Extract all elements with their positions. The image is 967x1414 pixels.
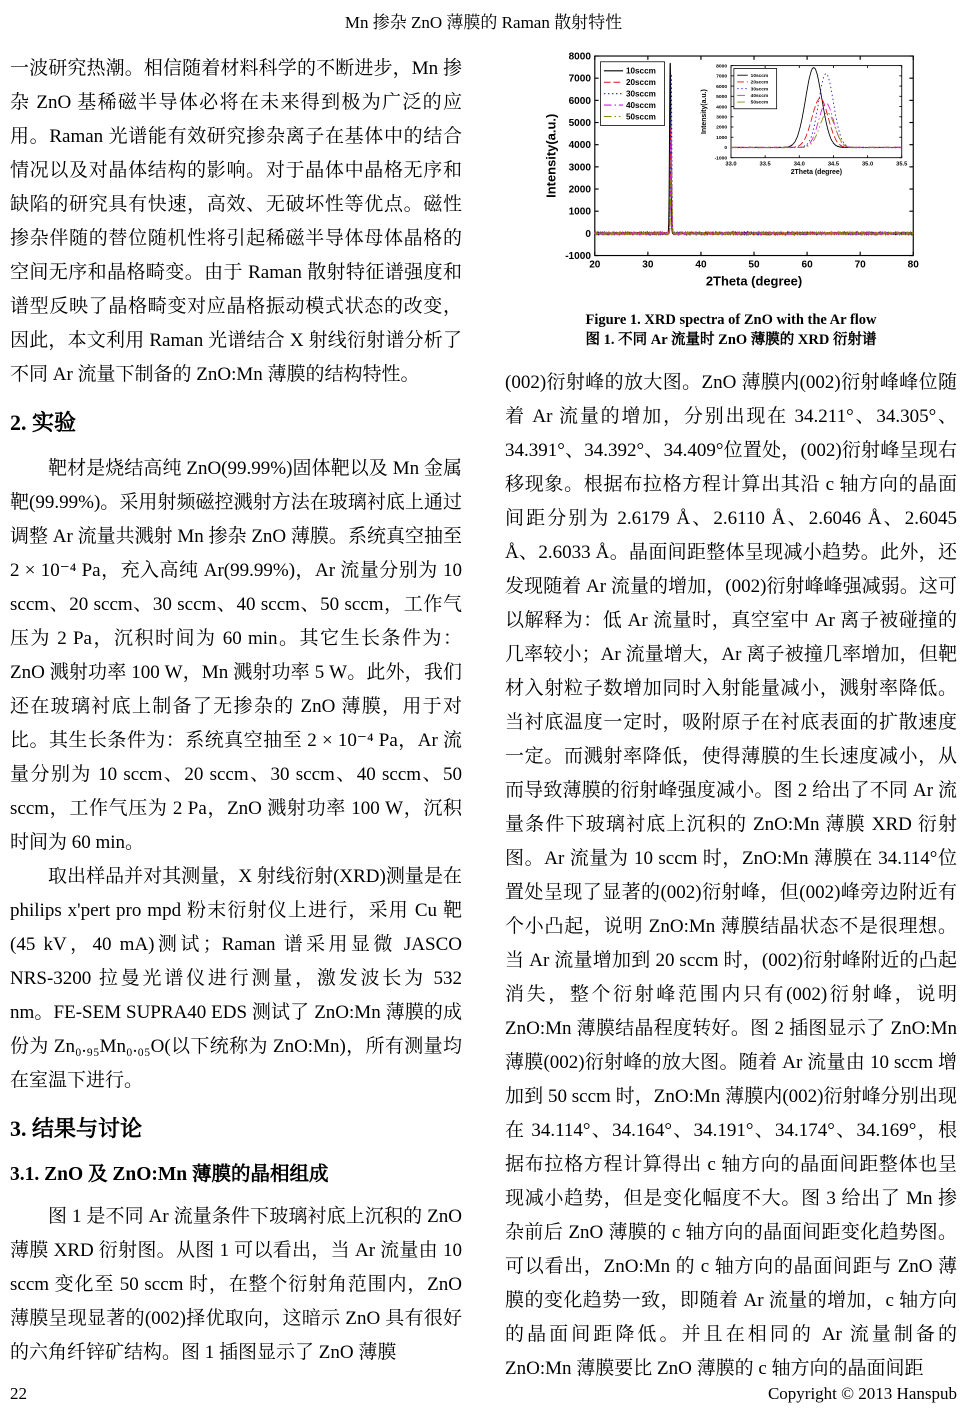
y-tick-label: 8000 — [716, 63, 728, 70]
y-tick-label: 8000 — [568, 51, 591, 63]
page-footer — [10, 1384, 957, 1404]
main-plot-ylabel: Intensity(a.u.) — [543, 113, 559, 198]
legend-label-50sccm: 50sccm — [625, 112, 656, 122]
x-tick-label: 34.5 — [827, 161, 840, 168]
legend-label-20sccm: 20sccm — [750, 80, 769, 86]
y-tick-label: 3000 — [568, 162, 591, 174]
results-paragraph-1: 图 1 是不同 Ar 流量条件下玻璃衬底上沉积的 ZnO 薄膜 XRD 衍射图。从图 1 可以看出，当 Ar 流量由 10 sccm 变化至 50 sccm 时，在整个衍射角范围内，ZnO 薄膜呈现显著的(002)择优取向，这暗示 ZnO 具有很好的六角纤锌矿结构。图 1 插图显示了 ZnO 薄膜 — [10, 1206, 462, 1363]
x-tick-label: 34.0 — [793, 161, 805, 168]
y-tick-label: -1000 — [714, 155, 728, 162]
y-tick-label: 5000 — [568, 118, 591, 130]
figure-1-captions — [505, 310, 957, 350]
experiment-paragraph-2: 取出样品并对其测量，X 射线衍射(XRD)测量是在 philips x'pert pro mpd 粉末衍射仪上进行，采用 Cu 靶(45 kV，40 mA)测试；Raman 谱采用显微 JASCO NRS-3200 拉曼光谱仪进行测量，激发波长为 532 nm。FE-SEM SUPRA40 EDS 测试了 ZnO:Mn 薄膜的成份为 Zn₀.₉₅Mn₀.₀₅O(以下统称为 ZnO:Mn)，所有测量均在室温下进行。 — [10, 866, 462, 1091]
legend-label-40sccm: 40sccm — [625, 100, 656, 110]
main-plot-xlabel: 2Theta (degree) — [705, 273, 803, 289]
y-tick-label: 0 — [724, 145, 728, 152]
copyright: Copyright © 2013 Hanspub — [767, 1384, 957, 1403]
legend-label-50sccm: 50sccm — [750, 100, 769, 106]
page-header-title: Mn 掺杂 ZnO 薄膜的 Raman 散射特性 — [344, 13, 623, 32]
y-tick-label: 3000 — [716, 114, 728, 121]
discussion-paragraph: (002)衍射峰的放大图。ZnO 薄膜内(002)衍射峰峰位随着 Ar 流量的增加，分别出现在 34.211°、34.305°、34.391°、34.392°、34.409°位置处，(002)衍射峰呈现右移现象。根据布拉格方程计算出其沿 c 轴方向的晶面间距分别为 2.6179 Å、2.6110 Å、2.6046 Å、2.6045 Å、2.6033 Å。晶面间距整体呈现减小趋势。此外，还发现随着 Ar 流量的增加，(002)衍射峰峰强减弱。这可以解释为：低 Ar 流量时，真空室中 Ar 离子被碰撞的几率较小；Ar 流量增大，Ar 离子被撞几率增加，但靶材入射粒子数增加同时入射能量减小，溅射率降低。当衬底温度一定时，吸附原子在衬底表面的扩散速度一定。而溅射率降低，使得薄膜的生长速度减小，从而导致薄膜的衍射峰强度减小。图 2 给出了不同 Ar 流量条件下玻璃衬底上沉积的 ZnO:Mn 薄膜 XRD 衍射图。Ar 流量为 10 sccm 时，ZnO:Mn 薄膜在 34.114°位置处呈现了显著的(002)衍射峰，但(002)峰旁边附近有个小凸起，说明 ZnO:Mn 薄膜结晶状态不是很理想。当 Ar 流量增加到 20 sccm 时，(002)衍射峰附近的凸起消失，整个衍射峰范围内只有(002)衍射峰，说明 ZnO:Mn 薄膜结晶程度转好。图 2 插图显示了 ZnO:Mn 薄膜(002)衍射峰的放大图。随着 Ar 流量由 10 sccm 增加到 50 sccm 时，ZnO:Mn 薄膜内(002)衍射峰分别出现在 34.114°、34.164°、34.191°、34.174°、34.169°，根据布拉格方程计算得出 c 轴方向的晶面间距整体也呈现减小趋势，但是变化幅度不大。图 3 给出了 Mn 掺杂前后 ZnO 薄膜的 c 轴方向的晶面间距变化趋势图。可以看出，ZnO:Mn 的 c 轴方向的晶面间距与 ZnO 薄膜的变化趋势一致，即随着 Ar 流量的增加，c 轴方向的晶面间距降低。并且在相同的 Ar 流量制备的 ZnO:Mn 薄膜要比 ZnO 薄膜的 c 轴方向的晶面间距 — [505, 372, 957, 1379]
y-tick-label: -1000 — [565, 251, 591, 263]
x-tick-label: 50 — [748, 259, 760, 271]
right-column — [505, 44, 957, 1386]
y-tick-label: 5000 — [716, 94, 728, 101]
x-tick-label: 35.0 — [861, 161, 874, 168]
y-tick-label: 6000 — [716, 83, 728, 90]
y-tick-label: 2000 — [716, 124, 728, 131]
section-3-1-heading: 3.1. ZnO 及 ZnO:Mn 薄膜的晶相组成 — [10, 1164, 329, 1185]
page-number: 22 — [10, 1384, 27, 1403]
y-tick-label: 4000 — [568, 140, 591, 152]
section-3-heading: 3. 结果与讨论 — [10, 1116, 143, 1141]
x-tick-label: 70 — [854, 259, 866, 271]
x-tick-label: 60 — [801, 259, 813, 271]
y-tick-label: 2000 — [568, 184, 591, 196]
legend-label-30sccm: 30sccm — [625, 89, 656, 99]
y-tick-label: 1000 — [716, 134, 728, 141]
y-tick-label: 6000 — [568, 95, 591, 107]
inset-plot-xlabel: 2Theta (degree) — [790, 169, 843, 176]
legend-label-10sccm: 10sccm — [750, 73, 769, 79]
y-tick-label: 4000 — [716, 104, 728, 111]
main-plot-legend — [601, 62, 665, 126]
x-tick-label: 80 — [907, 259, 919, 271]
x-tick-label: 30 — [642, 259, 654, 271]
x-tick-label: 33.0 — [725, 161, 737, 168]
y-tick-label: 0 — [585, 228, 591, 240]
x-tick-label: 20 — [589, 259, 601, 271]
legend-label-10sccm: 10sccm — [625, 66, 656, 76]
xrd-chart — [543, 50, 919, 298]
x-tick-label: 35.5 — [896, 161, 908, 168]
section-2-heading: 2. 实验 — [10, 410, 77, 435]
inset-plot-ylabel: Intensity(a.u.) — [701, 89, 709, 135]
figure-1 — [505, 44, 957, 350]
x-tick-label: 33.5 — [759, 161, 771, 168]
legend-label-30sccm: 30sccm — [750, 87, 769, 93]
left-column — [10, 52, 462, 1370]
y-tick-label: 7000 — [716, 73, 728, 80]
inset-plot-legend — [734, 68, 777, 108]
legend-label-40sccm: 40sccm — [750, 94, 769, 100]
experiment-paragraph-1: 靶材是烧结高纯 ZnO(99.99%)固体靶以及 Mn 金属靶(99.99%)。采用射频磁控溅射方法在玻璃衬底上通过调整 Ar 流量共溅射 Mn 掺杂 ZnO 薄膜。系统真空抽至 2 × 10⁻⁴ Pa，充入高纯 Ar(99.99%)，Ar 流量分别为 10 sccm、20 sccm、30 sccm、40 sccm、50 sccm，工作气压为 2 Pa，沉积时间为 60 min。其它生长条件为：ZnO 溅射功率 100 W，Mn 溅射功率 5 W。此外，我们还在玻璃衬底上制备了无掺杂的 ZnO 薄膜，用于对比。其生长条件为：系统真空抽至 2 × 10⁻⁴ Pa，Ar 流量分别为 10 sccm、20 sccm、30 sccm、40 sccm、50 sccm，工作气压为 2 Pa，ZnO 溅射功率 100 W，沉积时间为 60 min。 — [10, 458, 462, 853]
figure-1-caption-en: Figure 1. XRD spectra of ZnO with the Ar flow — [585, 312, 877, 328]
intro-paragraph: 一波研究热潮。相信随着材料科学的不断进步，Mn 掺杂 ZnO 基稀磁半导体必将在未来得到极为广泛的应用。Raman 光谱能有效研究掺杂离子在基体中的结合情况以及对晶体结构的影响。对于晶体中晶格无序和缺陷的研究具有快速，高效、无破坏性等优点。磁性掺杂伴随的替位随机性将引起稀磁半导体母体晶格的空间无序和晶格畸变。由于 Raman 散射特征谱强度和谱型反映了晶格畸变对应晶格振动模式状态的改变，因此，本文利用 Raman 光谱结合 X 射线衍射谱分析了不同 Ar 流量下制备的 ZnO:Mn 薄膜的结构特性。 — [10, 58, 462, 385]
x-tick-label: 40 — [695, 259, 707, 271]
y-tick-label: 7000 — [568, 73, 591, 85]
figure-1-caption-zh: 图 1. 不同 Ar 流量时 ZnO 薄膜的 XRD 衍射谱 — [585, 332, 877, 348]
y-tick-label: 1000 — [568, 206, 591, 218]
legend-label-20sccm: 20sccm — [625, 78, 656, 88]
